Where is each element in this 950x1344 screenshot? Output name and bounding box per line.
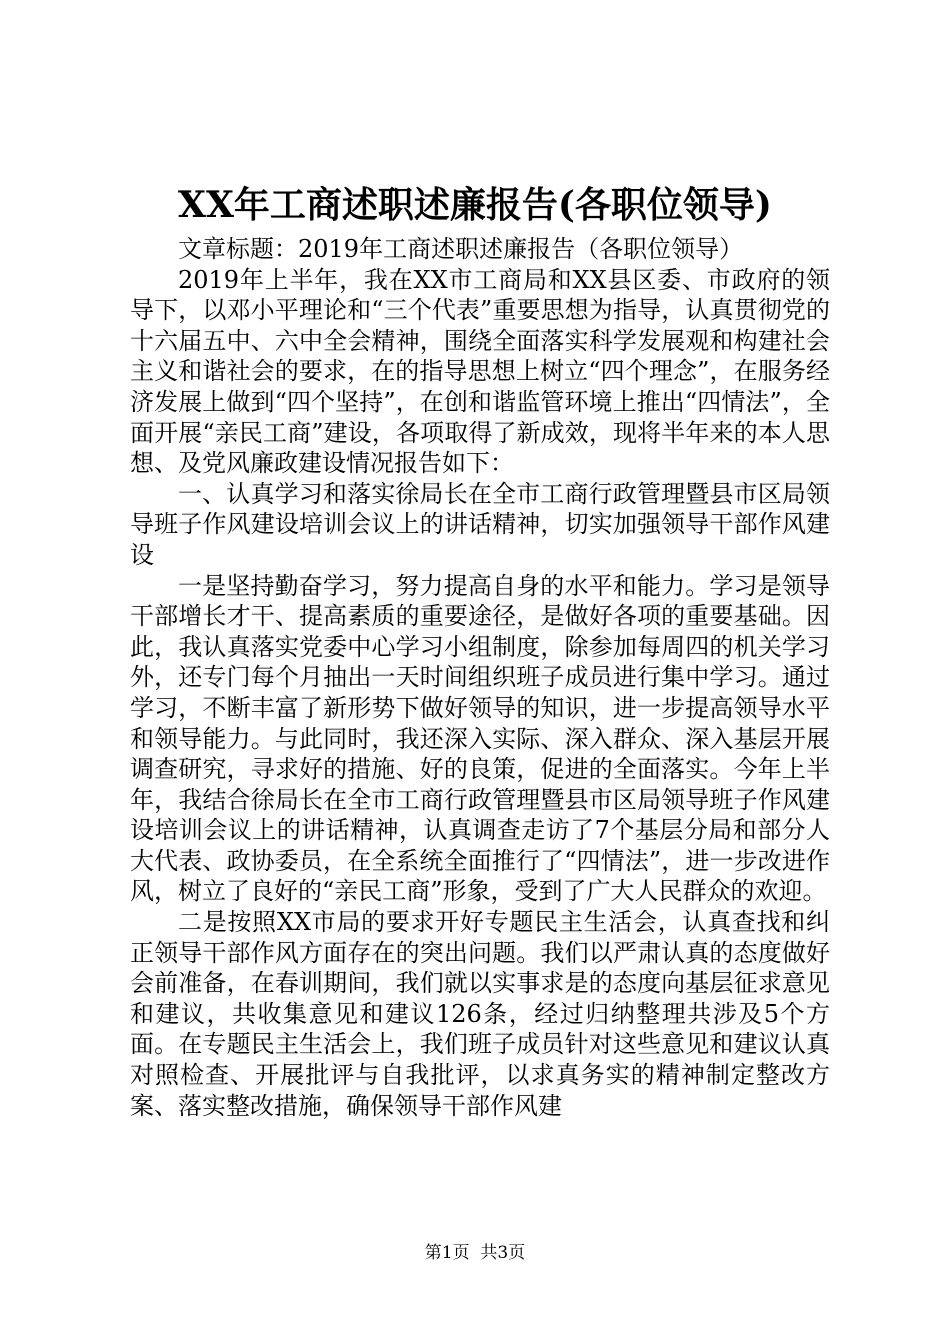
paragraph-point-one: 一是坚持勤奋学习，努力提高自身的水平和能力。学习是领导干部增长才干、提高素质的重要途径，是做好各项的重要基础。因此，我认真落实党委中心学习小组制度，除参加每周四的机关学习外，还专门每个月抽出一天时间组织班子成员进行集中学习。通过学习，不断丰富了新形势下做好领导的知识，进一步提高领导水平和领导能力。与此同时，我还深入实际、深入群众、深入基层开展调查研究，寻求好的措施、好的良策，促进的全面落实。今年上半年，我结合徐局长在全市工商行政管理暨县市区局领导班子作风建设培训会议上的讲话精神，认真调查走访了7个基层分局和部分人大代表、政协委员，在全系统全面推行了“四情法”，进一步改进作风，树立了良好的“亲民工商”形象，受到了广大人民群众的欢迎。 [130, 571, 830, 906]
document-title: XX年工商述职述廉报告(各职位领导) [178, 184, 772, 226]
page-total: 共3页 [480, 1243, 526, 1263]
paragraph-article-title: 文章标题：2019年工商述职述廉报告（各职位领导） [178, 235, 744, 263]
paragraph-section-heading: 一、认真学习和落实徐局长在全市工商行政管理暨县市区局领导班子作风建设培训会议上的讲话精神，切实加强领导干部作风建设 [130, 479, 830, 569]
paragraph-point-two: 二是按照XX市局的要求开好专题民主生活会，认真查找和纠正领导干部作风方面存在的突出问题。我们以严肃认真的态度做好会前准备，在春训期间，我们就以实事求是的态度向基层征求意见和建议，共收集意见和建议126条，经过归纳整理共涉及5个方面。在专题民主生活会上，我们班子成员针对这些意见和建议认真对照检查、开展批评与自我批评，以求真务实的精神制定整改方案、落实整改措施，确保领导干部作风建 [130, 908, 830, 1120]
paragraph-intro: 2019年上半年，我在XX市工商局和XX县区委、市政府的领导下，以邓小平理论和“三个代表”重要思想为指导，认真贯彻党的十六届五中、六中全会精神，围绕全面落实科学发展观和构建社会主义和谐社会的要求，在的指导思想上树立“四个理念”，在服务经济发展上做到“四个坚持”，在创和谐监管环境上推出“四情法”，全面开展“亲民工商”建设，各项取得了新成效，现将半年来的本人思想、及党风廉政建设情况报告如下： [130, 265, 830, 478]
document-body [130, 234, 830, 1121]
page-footer [0, 1241, 950, 1265]
page-number: 第1页 [424, 1243, 470, 1263]
